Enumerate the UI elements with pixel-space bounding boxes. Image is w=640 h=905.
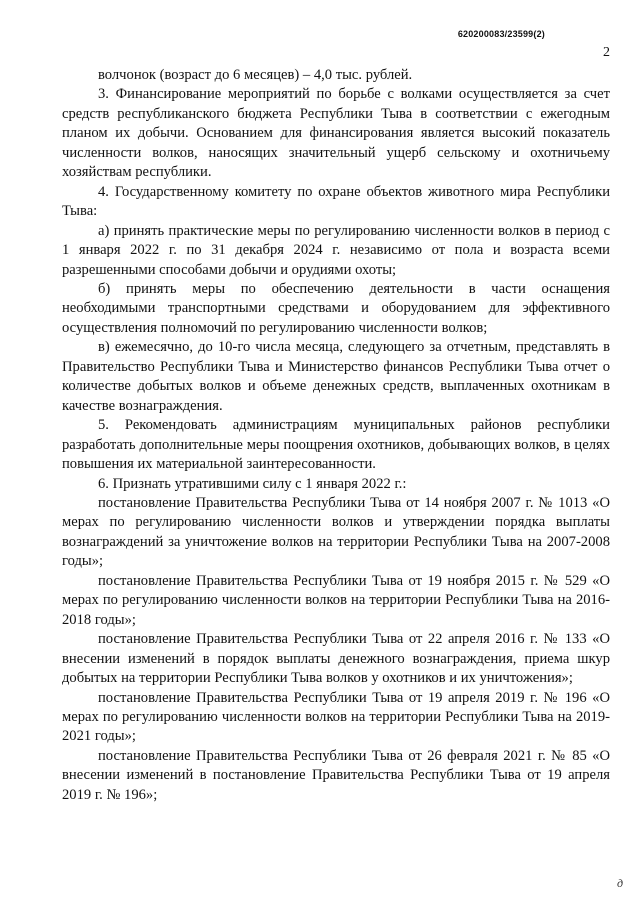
subparagraph-4b: б) принять меры по обеспечению деятельности в части оснащения необходимыми транспортными средствами и оборудованием для эффективного осуществления полномочий по регулированию численности волков;	[62, 280, 610, 336]
subparagraph-4c: в) ежемесячно, до 10-го числа месяца, следующего за отчетным, представлять в Правительство Республики Тыва и Министерство финансов Республики Тыва отчет о количестве добытых волков и объеме денежных средств, выплаченных охотникам в качестве вознаграждения.	[62, 339, 610, 414]
document-body	[62, 66, 610, 805]
repealed-resolution-2007: постановление Правительства Республики Тыва от 14 ноября 2007 г. № 1013 «О мерах по регулированию численности волков и утверждении порядка выплаты вознаграждений за уничтожение волков на территории Республики Тыва на 2007-2008 годы»;	[62, 494, 610, 570]
repealed-resolution-2016: постановление Правительства Республики Тыва от 22 апреля 2016 г. № 133 «О внесении изменений в порядок выплаты денежного вознаграждения, приема шкур добытых на территории Республики Тыва волков у охотников и их уничтожения»;	[62, 631, 610, 687]
document-id: 620200083/23599(2)	[457, 29, 545, 39]
repealed-resolution-2019: постановление Правительства Республики Тыва от 19 апреля 2019 г. № 196 «О мерах по регулированию численности волков на территории Республики Тыва на 2019-2021 годы»;	[62, 689, 610, 745]
paragraph-wolf-cub-rate: волчонок (возраст до 6 месяцев) – 4,0 тыс. рублей.	[98, 67, 413, 83]
repealed-resolution-2015: постановление Правительства Республики Тыва от 19 ноября 2015 г. № 529 «О мерах по регулированию численности волков на территории Республики Тыва на 2016-2018 годы»;	[62, 572, 610, 628]
paragraph-6-repeal: 6. Признать утратившими силу с 1 января 2022 г.:	[98, 475, 407, 492]
page-number: 2	[603, 45, 610, 60]
paragraph-5-recommend: 5. Рекомендовать администрациям муниципальных районов республики разработать дополнительные меры поощрения охотников, добывающих волков, в целях повышения их материальной заинтересованности.	[62, 417, 610, 473]
repealed-resolution-2021: постановление Правительства Республики Тыва от 26 февраля 2021 г. № 85 «О внесении изменений в постановление Правительства Республики Тыва от 19 апреля 2019 г. № 196»;	[62, 747, 610, 803]
paragraph-3-financing: 3. Финансирование мероприятий по борьбе с волками осуществляется за счет средств республиканского бюджета Республики Тыва в соответствии с ежегодным планом их добычи. Основанием для финансирования является высокий показатель численности волков, наносящих значительный ущерб сельскому и охотничьему хозяйствам республики.	[62, 86, 610, 181]
initials-mark: д	[617, 876, 624, 890]
subparagraph-4a: а) принять практические меры по регулированию численности волков в период с 1 января 2022 г. по 31 декабря 2024 г. независимо от пола и возраста всеми разрешенными способами добычи и орудиями охоты;	[62, 222, 610, 278]
paragraph-4-committee: 4. Государственному комитету по охране объектов животного мира Республики Тыва:	[62, 183, 610, 220]
